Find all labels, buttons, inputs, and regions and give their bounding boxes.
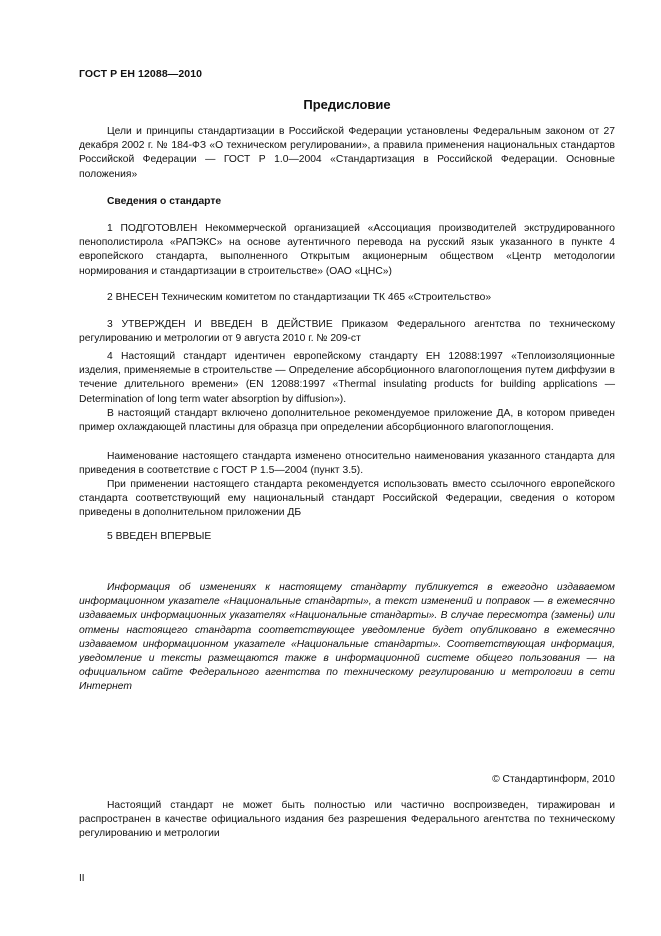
item-3-paragraph: 3 УТВЕРЖДЕН И ВВЕДЕН В ДЕЙСТВИЕ Приказом Федерального агентства по техническому регулированию и метрологии от 9 августа 2010 г. № 209-ст: [79, 319, 615, 345]
item-5-paragraph: 5 ВВЕДЕН ВПЕРВЫЕ: [107, 531, 212, 542]
intro-paragraph: Цели и принципы стандартизации в Российской Федерации установлены Федеральным законом от 27 декабря 2002 г. № 184-ФЗ «О техническом регулировании», а правила применения национальных стандартов Российской Федерации — ГОСТ Р 1.0—2004 «Стандартизация в Российской Федерации. Основные положения»: [79, 126, 615, 180]
page-title: Предисловие: [303, 97, 391, 112]
item-2-paragraph: 2 ВНЕСЕН Техническим комитетом по стандартизации ТК 465 «Строительство»: [107, 292, 492, 303]
page-number: II: [79, 873, 85, 884]
item-4-title-paragraph: Наименование настоящего стандарта изменено относительно наименования указанного стандарта для приведения в соответствие с ГОСТ Р 1.5—2004 (пункт 3.5).: [79, 451, 615, 477]
document-header: ГОСТ Р ЕН 12088—2010: [79, 68, 203, 80]
reproduction-notice: Настоящий стандарт не может быть полностью или частично воспроизведен, тиражирован и распространен в качестве официального издания без разрешения Федерального агентства по техническому регулированию и метрологии: [79, 800, 615, 840]
item-1-paragraph: 1 ПОДГОТОВЛЕН Некоммерческой организацией «Ассоциация производителей экструдированного пенополистирола «РАПЭКС» на основе аутентичного перевода на русский язык указанного в пункте 4 европейского стандарта, выполненного Открытым акционерным обществом «Центр методологии нормирования и стандартизации в строительстве» (ОАО «ЦНС»): [79, 223, 615, 277]
section-heading: Сведения о стандарте: [107, 196, 222, 207]
item-4-reference-paragraph: При применении настоящего стандарта рекомендуется использовать вместо ссылочного европейского стандарта соответствующий ему национальный стандарт Российской Федерации, сведения о котором приведены в дополнительном приложении ДБ: [79, 479, 615, 519]
item-4-annex-paragraph: В настоящий стандарт включено дополнительное рекомендуемое приложение ДА, в котором приведен пример охлаждающей пластины для образца при определении абсорбционного влагопоглощения.: [79, 408, 615, 434]
item-4-paragraph: 4 Настоящий стандарт идентичен европейскому стандарту ЕН 12088:1997 «Теплоизоляционные изделия, применяемые в строительстве — Определение абсорбционного влагопоглощения путем диффузии в течение длительного времени» (EN 12088:1997 «Thermal insulating products for building applications — Determination of long term water absorption by diffusion»).: [79, 351, 615, 405]
copyright-line: © Стандартинформ, 2010: [492, 774, 615, 785]
info-notice: Информация об изменениях к настоящему стандарту публикуется в ежегодно издаваемом информационном указателе «Национальные стандарты», а текст изменений и поправок — в ежемесячно издаваемых информационных указателях «Национальные стандарты». В случае пересмотра (замены) или отмены настоящего стандарта соответствующее уведомление будет опубликовано в ежемесячно издаваемом информационном указателе «Национальные стандарты». Соответствующая информация, уведомление и тексты размещаются также в информационной системе общего пользования — на официальном сайте Федерального агентства по техническому регулированию и метрологии в сети Интернет: [79, 582, 615, 693]
